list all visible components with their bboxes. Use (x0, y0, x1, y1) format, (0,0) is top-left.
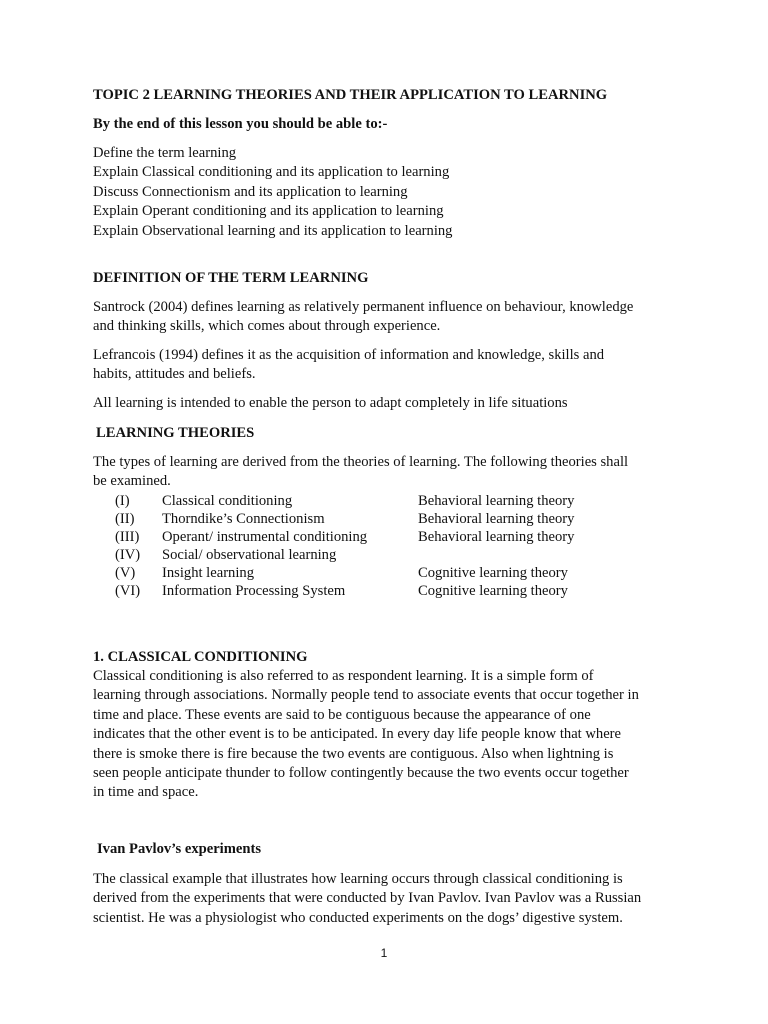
list-item (93, 582, 693, 600)
list-item-number: (II) (115, 511, 135, 527)
classical-paragraph: Classical conditioning is also referred to as respondent learning. It is a simple form of learning through associations. Normally people tend to associate events that occur together in time and place. These events are said to be contiguous because the appearance of one indicates that the other event is to be anticipated. In every day life people know that where there is smoke there is fire because the two events are contiguous. Also when lightning is seen people anticipate thunder to follow contingently because the two events occur together in time and space. (93, 668, 639, 801)
list-item-category: Cognitive learning theory (418, 565, 568, 581)
list-item-name: Thorndike’s Connectionism (162, 511, 325, 527)
definition-paragraph-lefrancois: Lefrancois (1994) defines it as the acquisition of information and knowledge, skills and habits, attitudes and beliefs. (93, 347, 605, 383)
list-item-name: Information Processing System (162, 583, 346, 599)
list-item-number: (III) (115, 529, 140, 545)
list-item-name: Social/ observational learning (162, 547, 337, 563)
list-item-number: (VI) (115, 583, 141, 599)
page-number: 1 (380, 946, 388, 960)
objective-item: Explain Observational learning and its application to learning (93, 222, 453, 239)
list-item-name: Operant/ instrumental conditioning (162, 529, 368, 545)
objectives-intro: By the end of this lesson you should be able to:- (93, 116, 388, 132)
list-item-category: Behavioral learning theory (418, 493, 575, 509)
theories-heading: LEARNING THEORIES (96, 425, 255, 441)
list-item (93, 546, 693, 564)
list-item (93, 564, 693, 582)
list-item-number: (IV) (115, 547, 141, 563)
theories-intro: The types of learning are derived from the theories of learning. The following theories shall be examined. (93, 454, 629, 490)
list-item-number: (V) (115, 565, 136, 581)
classical-heading: 1. CLASSICAL CONDITIONING (93, 649, 308, 665)
objective-item: Explain Classical conditioning and its application to learning (93, 164, 450, 181)
definition-heading: DEFINITION OF THE TERM LEARNING (93, 270, 369, 286)
list-item-category: Cognitive learning theory (418, 583, 568, 599)
definition-paragraph-santrock: Santrock (2004) defines learning as relatively permanent influence on behaviour, knowledge and thinking skills, which comes about through experience. (93, 299, 634, 335)
objective-item: Explain Operant conditioning and its application to learning (93, 203, 444, 220)
list-item-category: Behavioral learning theory (418, 511, 575, 527)
objective-item: Discuss Connectionism and its application to learning (93, 183, 408, 200)
list-item (93, 492, 693, 510)
list-item-number: (I) (115, 493, 130, 509)
objectives-list (93, 144, 683, 241)
topic-title: TOPIC 2 LEARNING THEORIES AND THEIR APPLICATION TO LEARNING (93, 87, 608, 103)
list-item-name: Insight learning (162, 565, 255, 581)
pavlov-paragraph: The classical example that illustrates how learning occurs through classical conditioning is derived from the experiments that were conducted by Ivan Pavlov. Ivan Pavlov was a Russian scientist. He was a physiologist who conducted experiments on the dogs’ digestive system. (93, 871, 642, 926)
pavlov-heading: Ivan Pavlov’s experiments (97, 841, 262, 857)
objective-item: Define the term learning (93, 145, 237, 161)
definition-paragraph-adapt: All learning is intended to enable the person to adapt completely in life situations (93, 395, 568, 411)
list-item (93, 510, 693, 528)
list-item (93, 528, 693, 546)
list-item-name: Classical conditioning (162, 493, 293, 509)
list-item-category: Behavioral learning theory (418, 529, 575, 545)
